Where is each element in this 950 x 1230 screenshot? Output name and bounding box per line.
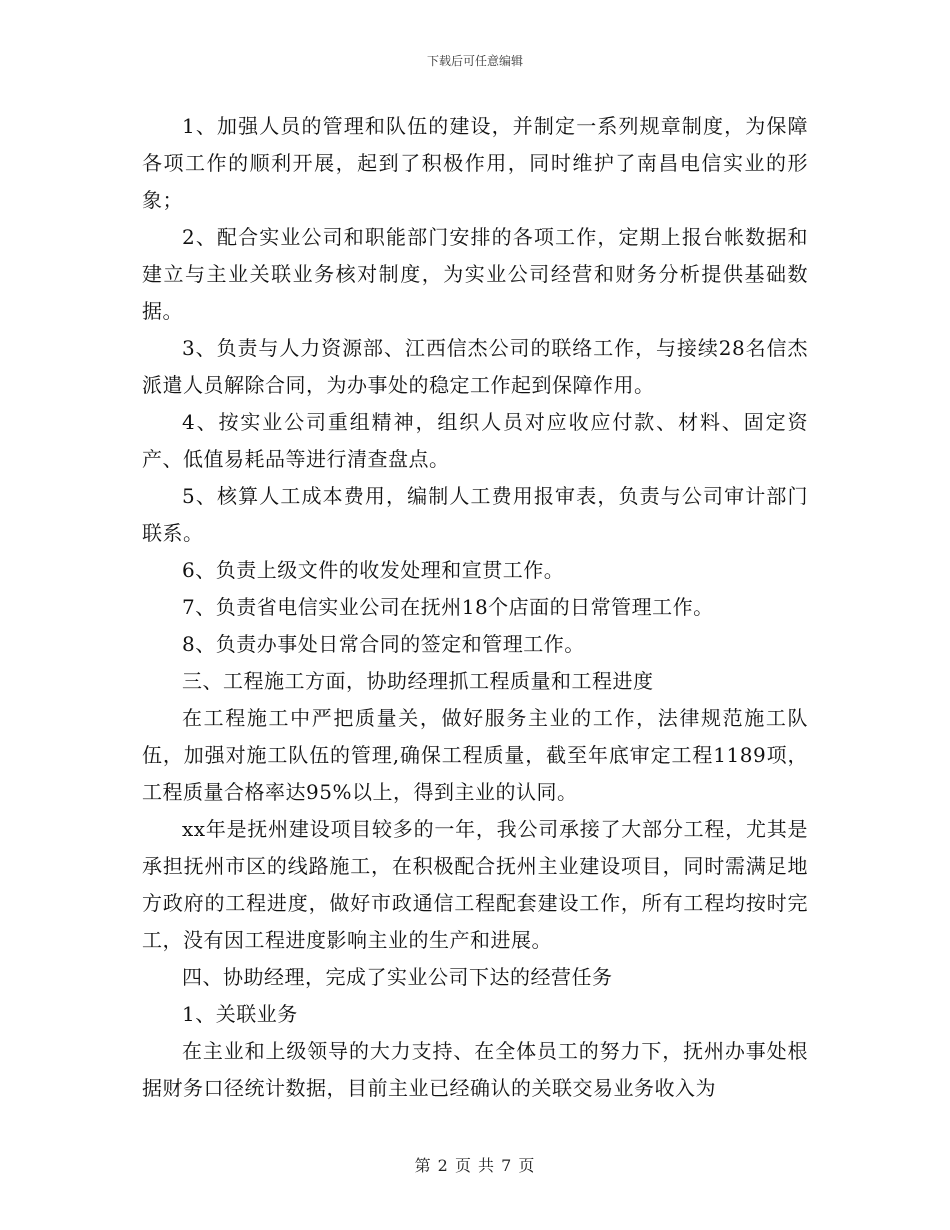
paragraph: 4、按实业公司重组精神，组织人员对应收应付款、材料、固定资产、低值易耗品等进行清查盘点。	[142, 410, 808, 471]
paragraph: 在工程施工中严把质量关，做好服务主业的工作，法律规范施工队伍，加强对施工队伍的管理,确保工程质量，截至年底审定工程1189项，工程质量合格率达95%以上，得到主业的认同。	[142, 706, 808, 804]
subsection-heading: 1、关联业务	[182, 1002, 298, 1026]
page-footer: 第 2 页 共 7 页	[414, 1156, 536, 1175]
document-body	[142, 108, 808, 1107]
paragraph: 1、加强人员的管理和队伍的建设，并制定一系列规章制度，为保障各项工作的顺利开展，起到了积极作用，同时维护了南昌电信实业的形象；	[142, 114, 808, 212]
page-header: 下载后可任意编辑	[426, 54, 523, 68]
section-heading: 四、协助经理，完成了实业公司下达的经营任务	[182, 965, 613, 989]
paragraph: 7、负责省电信实业公司在抚州18个店面的日常管理工作。	[182, 595, 714, 619]
paragraph: 在主业和上级领导的大力支持、在全体员工的努力下，抚州办事处根据财务口径统计数据，目前主业已经确认的关联交易业务收入为	[142, 1039, 808, 1100]
paragraph: xx年是抚州建设项目较多的一年，我公司承接了大部分工程，尤其是承担抚州市区的线路施工，在积极配合抚州主业建设项目，同时需满足地方政府的工程进度，做好市政通信工程配套建设工作，所有工程均按时完工，没有因工程进度影响主业的生产和进展。	[142, 817, 808, 952]
paragraph: 3、负责与人力资源部、江西信杰公司的联络工作，与接续28名信杰派遣人员解除合同，为办事处的稳定工作起到保障作用。	[142, 336, 808, 397]
paragraph: 5、核算人工成本费用，编制人工费用报审表，负责与公司审计部门联系。	[142, 484, 808, 545]
paragraph: 6、负责上级文件的收发处理和宣贯工作。	[182, 558, 565, 582]
section-heading: 三、工程施工方面，协助经理抓工程质量和工程进度	[182, 669, 654, 693]
paragraph: 2、配合实业公司和职能部门安排的各项工作，定期上报台帐数据和建立与主业关联业务核对制度，为实业公司经营和财务分析提供基础数据。	[142, 225, 808, 323]
paragraph: 8、负责办事处日常合同的签定和管理工作。	[182, 632, 585, 656]
